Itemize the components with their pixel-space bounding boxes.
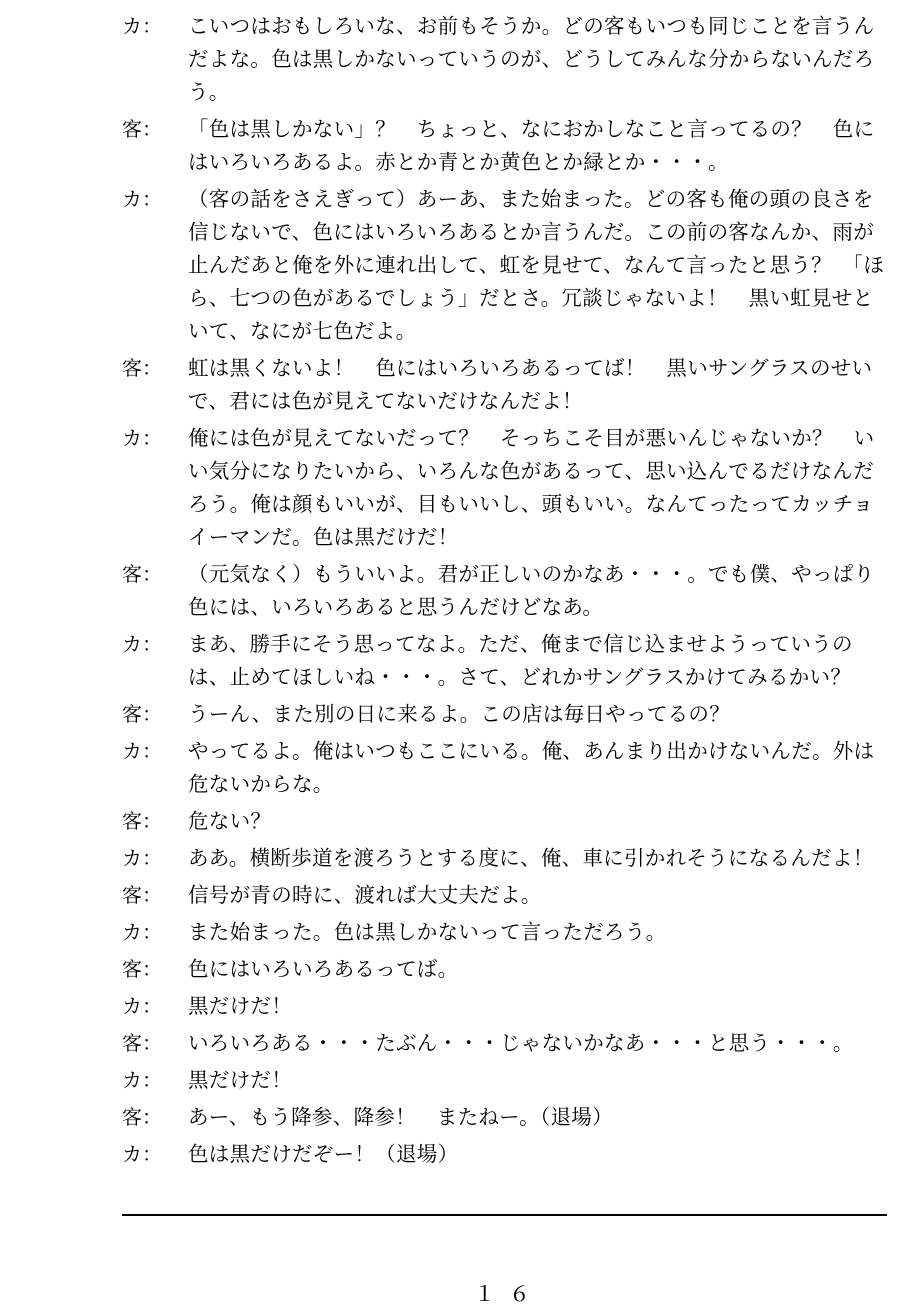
speaker-label: 客： xyxy=(122,562,162,586)
dialogue-text: こいつはおもしろいな、お前もそうか。どの客もいつも同じことを言うんだよな。色は黒しかないっていうのが、どうしてみんな分からないんだろう。 xyxy=(188,14,875,104)
speaker-label: カ： xyxy=(122,739,162,763)
dialogue-line xyxy=(122,1138,892,1171)
dialogue-text: また始まった。色は黒しかないって言っただろう。 xyxy=(188,920,667,944)
dialogue-line xyxy=(122,879,892,912)
dialogue-line xyxy=(122,842,892,875)
dialogue-text: （元気なく）もういいよ。君が正しいのかなあ・・・。でも僕、やっぱり色には、いろいろあると思うんだけどなあ。 xyxy=(188,562,875,619)
dialogue-text: 虹は黒くないよ！ 色にはいろいろあるってば！ 黒いサングラスのせいで、君には色が見えてないだけなんだよ！ xyxy=(188,356,873,413)
speaker-label: 客： xyxy=(122,1031,162,1055)
dialogue-text: 色は黒だけだぞー！（退場） xyxy=(188,1142,459,1166)
dialogue-line xyxy=(122,1101,892,1134)
speaker-label: カ： xyxy=(122,994,162,1018)
speaker-label: 客： xyxy=(122,702,162,726)
speaker-label: 客： xyxy=(122,957,162,981)
dialogue-text: 俺には色が見えてないだって？ そっちこそ目が悪いんじゃないか？ いい気分になりたいから、いろんな色があるって、思い込んでるだけなんだろう。俺は顔もいいが、目もいいし、頭もいい。なんてったってカッチョイーマンだ。色は黒だけだ！ xyxy=(188,426,875,549)
dialogue-text: やってるよ。俺はいつもここにいる。俺、あんまり出かけないんだ。外は危ないからな。 xyxy=(188,739,875,796)
page-number: １６ xyxy=(474,1282,544,1306)
dialogue-line xyxy=(122,698,892,731)
dialogue-line xyxy=(122,10,892,109)
dialogue-text: 危ない？ xyxy=(188,809,272,833)
dialogue-text: 信号が青の時に、渡れば大丈夫だよ。 xyxy=(188,883,542,907)
dialogue-line xyxy=(122,1064,892,1097)
speaker-label: 客： xyxy=(122,809,162,833)
dialogue-text: いろいろある・・・たぶん・・・じゃないかなあ・・・と思う・・・。 xyxy=(188,1031,854,1055)
dialogue-line xyxy=(122,735,892,801)
speaker-label: 客： xyxy=(122,883,162,907)
dialogue-line xyxy=(122,113,892,179)
dialogue-text: うーん、また別の日に来るよ。この店は毎日やってるの？ xyxy=(188,702,731,726)
dialogue-text: 色にはいろいろあるってば。 xyxy=(188,957,459,981)
speaker-label: カ： xyxy=(122,632,162,656)
dialogue-line xyxy=(122,990,892,1023)
speaker-label: カ： xyxy=(122,1068,162,1092)
dialogue-script xyxy=(122,10,892,1175)
speaker-label: 客： xyxy=(122,356,162,380)
dialogue-line xyxy=(122,916,892,949)
dialogue-line xyxy=(122,352,892,418)
speaker-label: カ： xyxy=(122,846,162,870)
dialogue-text: まあ、勝手にそう思ってなよ。ただ、俺まで信じ込ませようっていうのは、止めてほしいね・・・。さて、どれかサングラスかけてみるかい？ xyxy=(188,632,853,689)
dialogue-line xyxy=(122,183,892,348)
speaker-label: カ： xyxy=(122,426,162,450)
dialogue-text: 「色は黒しかない」？ ちょっと、なにおかしなこと言ってるの？ 色にはいろいろあるよ。赤とか青とか黄色とか緑とか・・・。 xyxy=(188,117,875,174)
dialogue-line xyxy=(122,422,892,554)
speaker-label: 客： xyxy=(122,117,162,141)
dialogue-line xyxy=(122,805,892,838)
dialogue-text: 黒だけだ！ xyxy=(188,994,292,1018)
dialogue-text: あー、もう降参、降参！ またねー。（退場） xyxy=(188,1105,613,1129)
speaker-label: カ： xyxy=(122,187,162,211)
speaker-label: カ： xyxy=(122,1142,162,1166)
dialogue-line xyxy=(122,1027,892,1060)
dialogue-text: 黒だけだ！ xyxy=(188,1068,292,1092)
speaker-label: カ： xyxy=(122,14,162,38)
dialogue-line xyxy=(122,558,892,624)
speaker-label: カ： xyxy=(122,920,162,944)
speaker-label: 客： xyxy=(122,1105,162,1129)
dialogue-line xyxy=(122,628,892,694)
dialogue-line xyxy=(122,953,892,986)
dialogue-text: （客の話をさえぎって）あーあ、また始まった。どの客も俺の頭の良さを信じないで、色にはいろいろあるとか言うんだ。この前の客なんか、雨が止んだあと俺を外に連れ出して、虹を見せて、なんて言ったと思う？ 「ほら、七つの色があるでしょう」だとさ。冗談じゃないよ！ 黒い虹見せといて、なにが七色だよ。 xyxy=(188,187,885,343)
dialogue-text: ああ。横断歩道を渡ろうとする度に、俺、車に引かれそうになるんだよ！ xyxy=(188,846,874,870)
footer-divider xyxy=(122,1214,887,1216)
